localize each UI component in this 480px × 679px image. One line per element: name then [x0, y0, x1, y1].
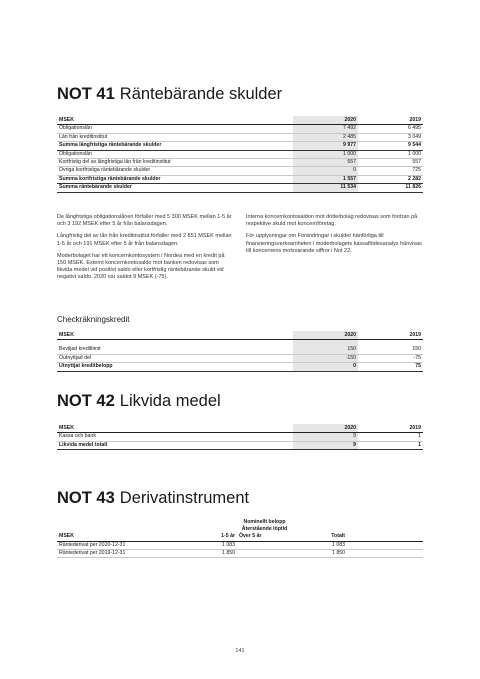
- column-header-year: 2020: [293, 116, 358, 125]
- note-43-number: NOT 43: [57, 489, 115, 507]
- column-header-year: 2019: [358, 331, 423, 340]
- row-label: Obligationslån: [57, 150, 293, 158]
- note-41-title: [57, 84, 282, 104]
- table-row: [57, 441, 423, 449]
- paragraph: De långfristiga obligationslånen förfaller med 5 300 MSEK mellan 1-5 år och 3 192 MSEK efter 5 år från balansdagen.: [57, 214, 232, 228]
- column-header: 1-5 år: [182, 532, 237, 541]
- column-header: Totalt: [292, 532, 347, 541]
- paragraph: Moderbolaget har ett koncernkontosystem i Nordea med en kredit på 150 MSEK. Externt koncernkontosaldo mot banken redovisas som likvida medel vid positivt saldo eller kortfristig räntebärande skuld vid negativt saldo. 2020 var saldot 9 MSEK (-75).: [57, 252, 225, 281]
- table-header-row: [57, 424, 423, 433]
- column-header-msek: MSEK: [57, 116, 293, 125]
- column-header: MSEK: [57, 532, 182, 541]
- cell-value: 7 492: [293, 125, 358, 133]
- remaining-maturity-label: Återstående löptid: [241, 525, 288, 532]
- row-label: Summa räntebärande skulder: [57, 184, 293, 192]
- column-header-year: 2019: [358, 116, 423, 125]
- cell-value: 2 282: [358, 175, 423, 183]
- derivatives-table: [57, 519, 423, 558]
- interest-bearing-debt-table: [57, 116, 423, 193]
- cell-value: 1 850: [182, 550, 237, 558]
- cell-value: 557: [358, 159, 423, 167]
- table-row: [57, 167, 423, 175]
- page-number: 141: [235, 648, 245, 654]
- credit-table: [57, 331, 423, 372]
- row-label: Utnyttjat kreditbelopp: [57, 363, 293, 371]
- cell-value: 1 000: [358, 150, 423, 158]
- column-header-msek: MSEK: [57, 331, 293, 340]
- cell-value: 6 495: [358, 125, 423, 133]
- cell-value: -150: [293, 354, 358, 362]
- table-header-row: [57, 116, 423, 125]
- cell-value: [237, 550, 292, 558]
- cell-value: 11 826: [358, 184, 423, 192]
- cell-value: 1 083: [182, 541, 237, 549]
- cell-value: 1 000: [293, 150, 358, 158]
- table-row: [57, 175, 423, 183]
- cash-table: [57, 424, 423, 450]
- row-label: Obligationslån: [57, 125, 293, 133]
- cell-value: -75: [358, 354, 423, 362]
- paragraph: Långfristig del av lån från kreditinstitut förfaller med 2 851 MSEK mellan 1-5 år och 191 MSEK efter 5 år från balansdagen.: [57, 233, 232, 247]
- cell-value: 9 977: [293, 142, 358, 150]
- paragraph: Interna koncernkontosaldon mot dotterbolag redovisas som fordran på respektive skuld mot koncernföretag.: [246, 214, 418, 228]
- table-row: [57, 142, 423, 150]
- cell-value: 1 850: [292, 550, 347, 558]
- note-42-title: [57, 391, 221, 411]
- table-row: [57, 125, 423, 133]
- note-41-heading: Räntebärande skulder: [119, 85, 283, 103]
- row-label: Övriga kortfristiga räntebärande skulder: [57, 167, 293, 175]
- note-42-number: NOT 42: [57, 392, 115, 410]
- row-label: Outnyttjad del: [57, 354, 293, 362]
- note-43-title: [57, 488, 249, 508]
- cell-value: [237, 541, 292, 549]
- paragraph: För upplysningar om Förändringar i skulder hänförliga till finansieringsverksamheten i moderbolagets kassaflödesanalys hänvisas till koncernens motsvarande siffror i Not 22.: [246, 233, 422, 254]
- note-41-text-right: [246, 214, 424, 260]
- cell-value: 0: [293, 167, 358, 175]
- cell-value: 9: [293, 441, 358, 449]
- nominal-amount-label: Nominellt belopp: [243, 519, 286, 525]
- table-row: [57, 354, 423, 362]
- cell-value: 150: [358, 346, 423, 354]
- table-row: [57, 150, 423, 158]
- cell-value: 1 083: [292, 541, 347, 549]
- row-label: Lån från kreditinstitut: [57, 133, 293, 141]
- table-row: [57, 159, 423, 167]
- table-row: [57, 433, 423, 441]
- row-label: Kortfristig del av långfristiga lån från kreditinstitut: [57, 159, 293, 167]
- cell-value: 1: [358, 433, 423, 441]
- column-header-year: 2019: [358, 424, 423, 433]
- table-row: [57, 133, 423, 141]
- note-42-heading: Likvida medel: [119, 392, 221, 410]
- note-41-text-left: [57, 214, 235, 287]
- column-header-year: 2020: [293, 424, 358, 433]
- table-header-row: [57, 532, 423, 541]
- table-row: [57, 541, 423, 549]
- cell-value: 725: [358, 167, 423, 175]
- cell-value: 11 534: [293, 184, 358, 192]
- row-label: Beviljad kreditlimit: [57, 346, 293, 354]
- cell-value: 2 485: [293, 133, 358, 141]
- row-label: Likvida medel totalt: [57, 441, 293, 449]
- table-row: [57, 184, 423, 192]
- cell-value: 150: [293, 346, 358, 354]
- credit-heading: Checkräkningskredit: [57, 315, 130, 324]
- cell-value: 75: [358, 363, 423, 371]
- table-row: [57, 363, 423, 371]
- column-header-year: 2020: [293, 331, 358, 340]
- table-header-row: [57, 331, 423, 340]
- row-label: Summa kortfristiga räntebärande skulder: [57, 175, 293, 183]
- nominal-amount-header: [182, 519, 347, 532]
- cell-value: 9: [293, 433, 358, 441]
- cell-value: 1 557: [293, 175, 358, 183]
- table-row: [57, 346, 423, 354]
- table-row: [57, 550, 423, 558]
- cell-value: 9 544: [358, 142, 423, 150]
- row-label: Summa långfristiga räntebärande skulder: [57, 142, 293, 150]
- column-header: Över 5 år: [237, 532, 292, 541]
- cell-value: 3 049: [358, 133, 423, 141]
- cell-value: 1: [358, 441, 423, 449]
- row-label: Räntederivat per 2019-12-31: [57, 550, 182, 558]
- row-label: Räntederivat per 2020-12-31: [57, 541, 182, 549]
- row-label: Kassa och bank: [57, 433, 293, 441]
- cell-value: 0: [293, 363, 358, 371]
- column-header-msek: MSEK: [57, 424, 293, 433]
- note-41-number: NOT 41: [57, 85, 115, 103]
- note-43-heading: Derivatinstrument: [119, 489, 250, 507]
- cell-value: 557: [293, 159, 358, 167]
